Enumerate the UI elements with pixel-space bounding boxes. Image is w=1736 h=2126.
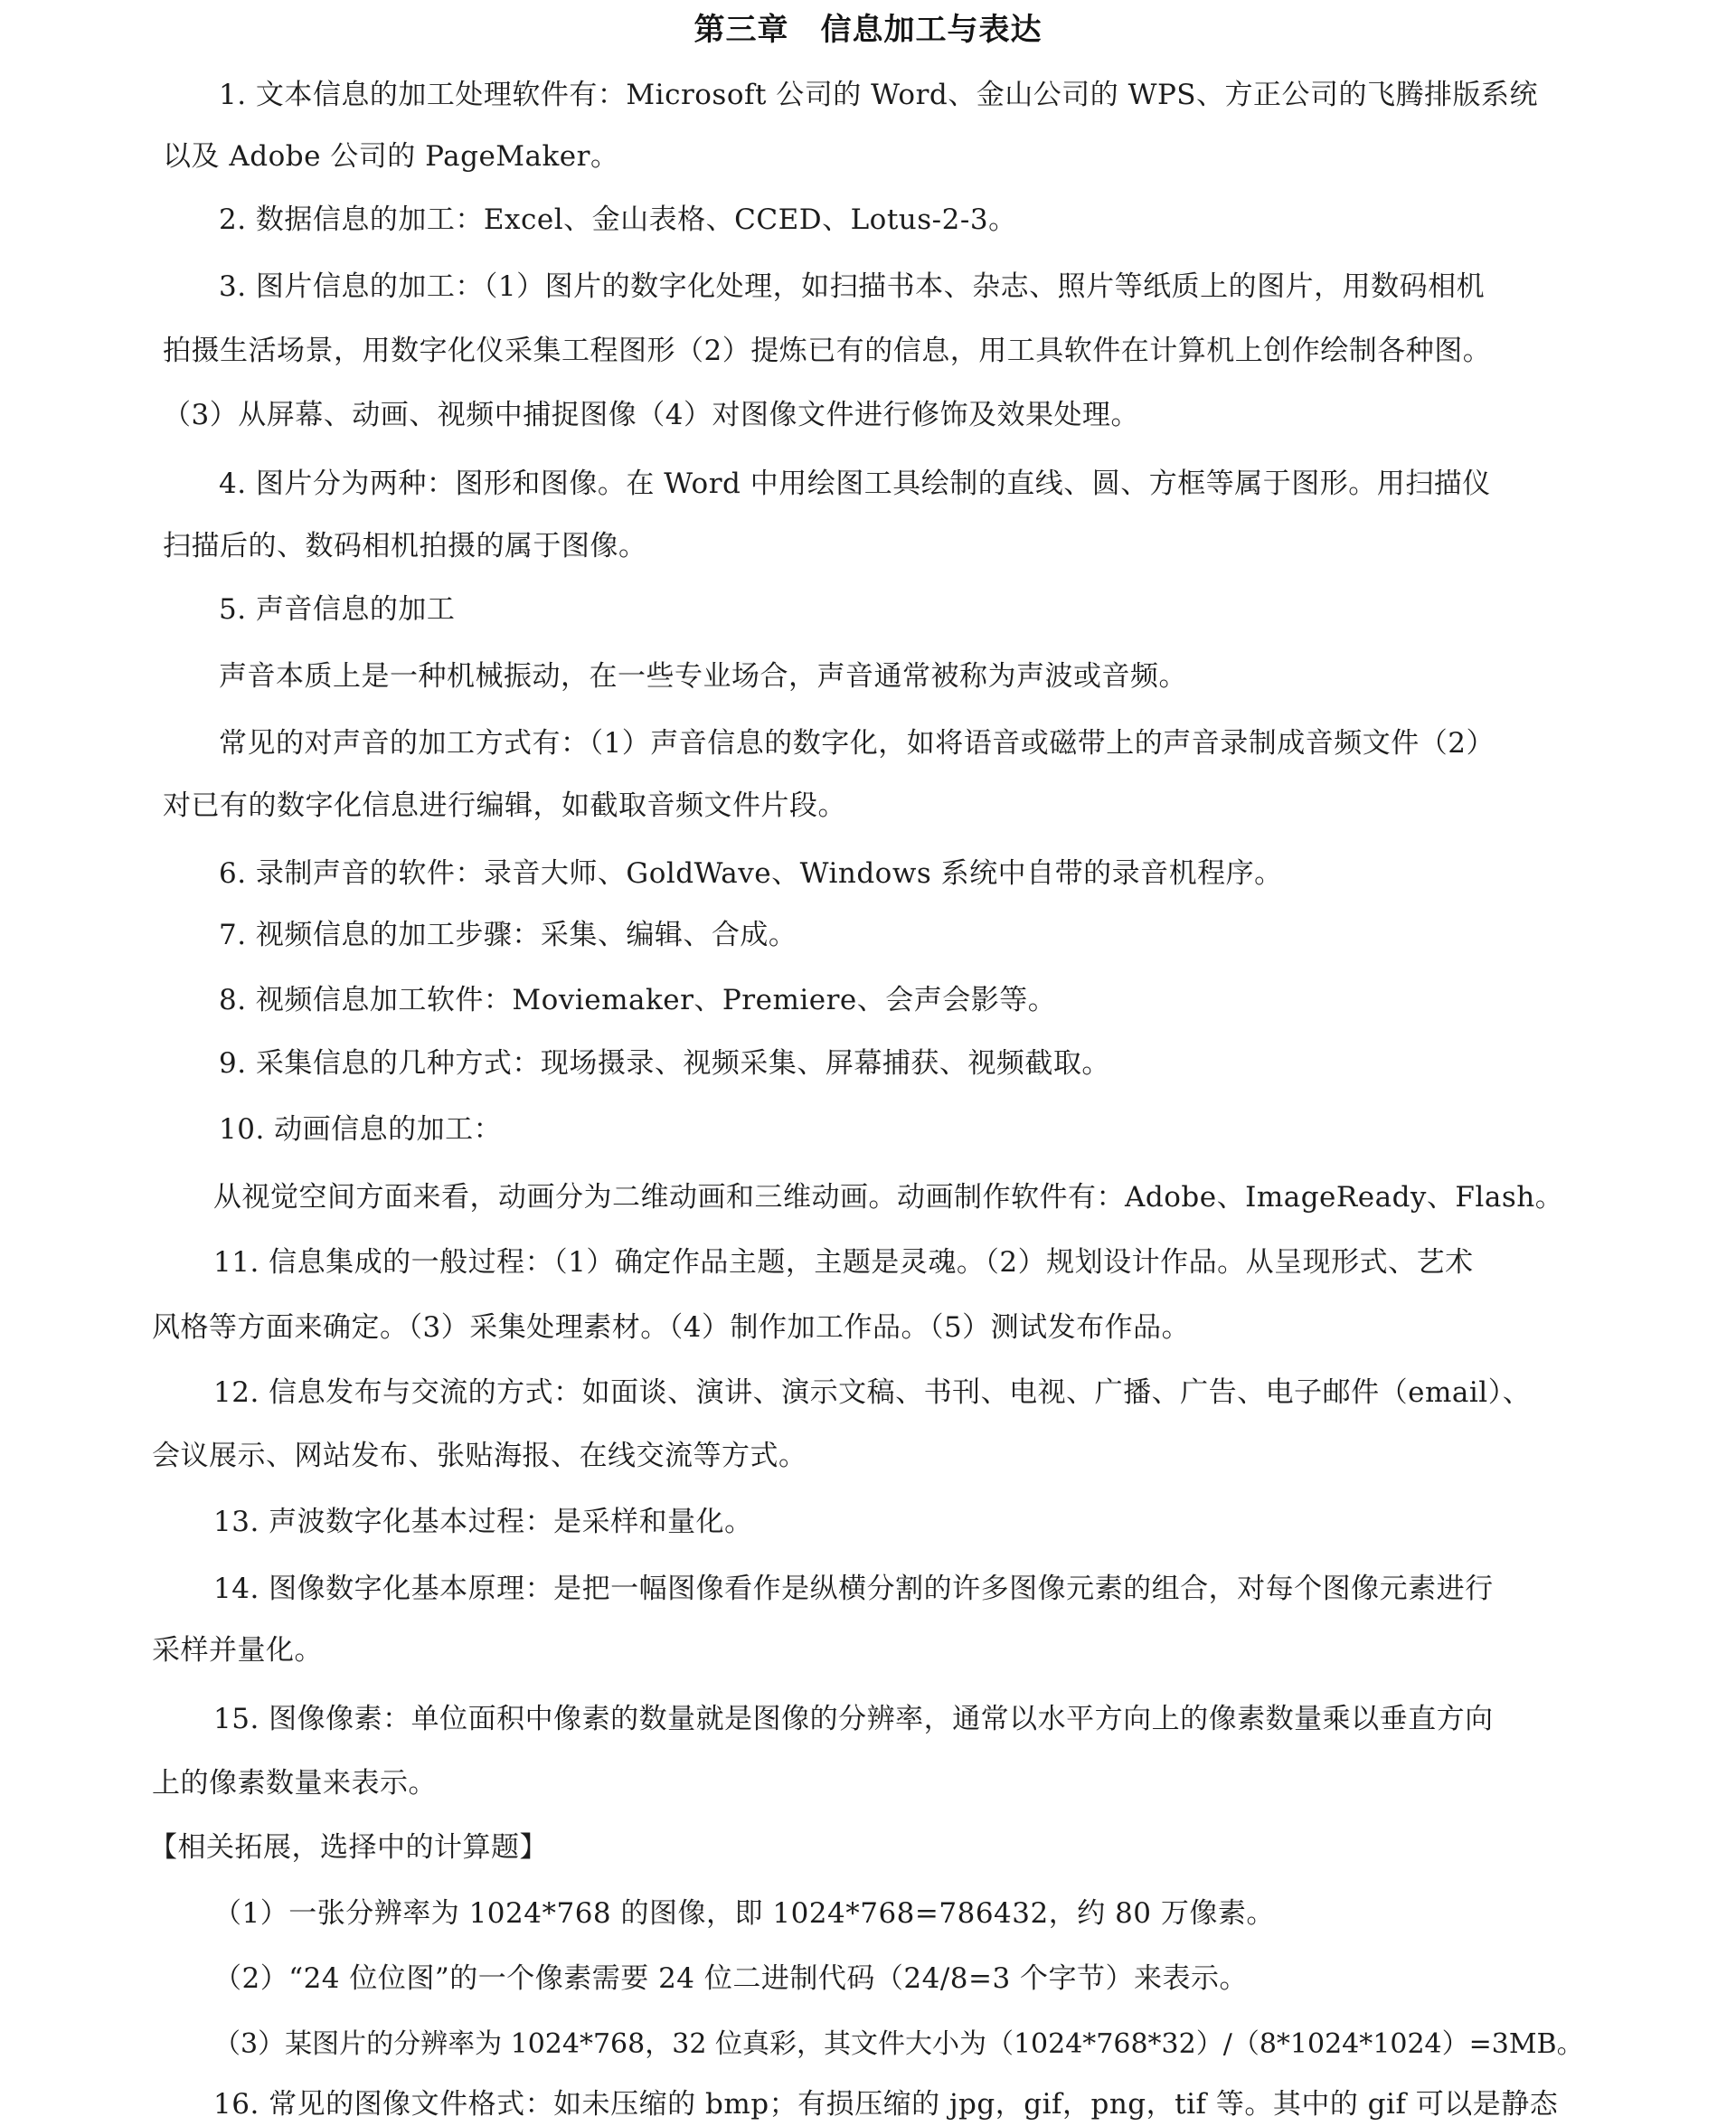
paragraph-line: 14. 图像数字化基本原理：是把一幅图像看作是纵横分割的许多图像元素的组合，对每个图像元素进行 <box>213 1573 1494 1605</box>
paragraph-line: 15. 图像像素：单位面积中像素的数量就是图像的分辨率，通常以水平方向上的像素数量乘以垂直方向 <box>213 1703 1494 1735</box>
paragraph-line: 以及 Adobe 公司的 PageMaker。 <box>163 140 619 173</box>
paragraph-line: 上的像素数量来表示。 <box>152 1767 437 1800</box>
paragraph-line: 1. 文本信息的加工处理软件有：Microsoft 公司的 Word、金山公司的 WPS、方正公司的飞腾排版系统 <box>219 79 1539 111</box>
paragraph-line: 3. 图片信息的加工：（1）图片的数字化处理，如扫描书本、杂志、照片等纸质上的图片，用数码相机 <box>219 270 1486 303</box>
paragraph-line: 风格等方面来确定。（3）采集处理素材。（4）制作加工作品。（5）测试发布作品。 <box>152 1311 1191 1344</box>
paragraph-line: （3）从屏幕、动画、视频中捕捉图像（4）对图像文件进行修饰及效果处理。 <box>163 399 1139 431</box>
paragraph-line: 9. 采集信息的几种方式：现场摄录、视频采集、屏幕捕获、视频截取。 <box>219 1047 1110 1080</box>
paragraph-line: 7. 视频信息的加工步骤：采集、编辑、合成。 <box>219 919 797 951</box>
paragraph-line: 采样并量化。 <box>152 1634 323 1667</box>
paragraph-line: 对已有的数字化信息进行编辑，如截取音频文件片段。 <box>163 789 846 822</box>
paragraph-line: 4. 图片分为两种：图形和图像。在 Word 中用绘图工具绘制的直线、圆、方框等属于图形。用扫描仪 <box>219 468 1491 500</box>
paragraph-line: 扫描后的、数码相机拍摄的属于图像。 <box>163 530 647 562</box>
paragraph-line: 声音本质上是一种机械振动，在一些专业场合，声音通常被称为声波或音频。 <box>219 660 1187 693</box>
paragraph-line: 从视觉空间方面来看，动画分为二维动画和三维动画。动画制作软件有：Adobe、ImageReady、Flash。 <box>213 1181 1564 1214</box>
paragraph-line: 11. 信息集成的一般过程：（1）确定作品主题，主题是灵魂。（2）规划设计作品。从呈现形式、艺术 <box>213 1246 1474 1279</box>
paragraph-line: 10. 动画信息的加工： <box>219 1113 503 1146</box>
chapter-title: 第三章 信息加工与表达 <box>693 12 1043 48</box>
paragraph-line: 13. 声波数字化基本过程：是采样和量化。 <box>213 1506 753 1538</box>
paragraph-line: （1）一张分辨率为 1024*768 的图像，即 1024*768=786432，约 80 万像素。 <box>213 1897 1275 1930</box>
paragraph-line: 拍摄生活场景，用数字化仪采集工程图形（2）提炼已有的信息，用工具软件在计算机上创作绘制各种图。 <box>163 335 1492 367</box>
paragraph-line: 12. 信息发布与交流的方式：如面谈、演讲、演示文稿、书刊、电视、广播、广告、电子邮件（email）、 <box>213 1376 1532 1409</box>
paragraph-line: 2. 数据信息的加工：Excel、金山表格、CCED、Lotus-2-3。 <box>219 203 1017 236</box>
paragraph-line: 8. 视频信息加工软件：Moviemaker、Premiere、会声会影等。 <box>219 984 1057 1016</box>
paragraph-line: 5. 声音信息的加工 <box>219 593 456 626</box>
paragraph-line: 常见的对声音的加工方式有：（1）声音信息的数字化，如将语音或磁带上的声音录制成音频文件（2） <box>219 727 1495 760</box>
paragraph-line: （2）“24 位位图”的一个像素需要 24 位二进制代码（24/8=3 个字节）来表示。 <box>213 1962 1249 1995</box>
section-heading: 【相关拓展，选择中的计算题】 <box>149 1831 548 1864</box>
paragraph-line: （3）某图片的分辨率为 1024*768，32 位真彩，其文件大小为（1024*768*32）/（8*1024*1024）=3MB。 <box>213 2028 1584 2060</box>
paragraph-line: 16. 常见的图像文件格式：如未压缩的 bmp；有损压缩的 jpg，gif，png，tif 等。其中的 gif 可以是静态 <box>213 2088 1559 2121</box>
paragraph-line: 会议展示、网站发布、张贴海报、在线交流等方式。 <box>152 1440 807 1472</box>
paragraph-line: 6. 录制声音的软件：录音大师、GoldWave、Windows 系统中自带的录音机程序。 <box>219 857 1283 890</box>
